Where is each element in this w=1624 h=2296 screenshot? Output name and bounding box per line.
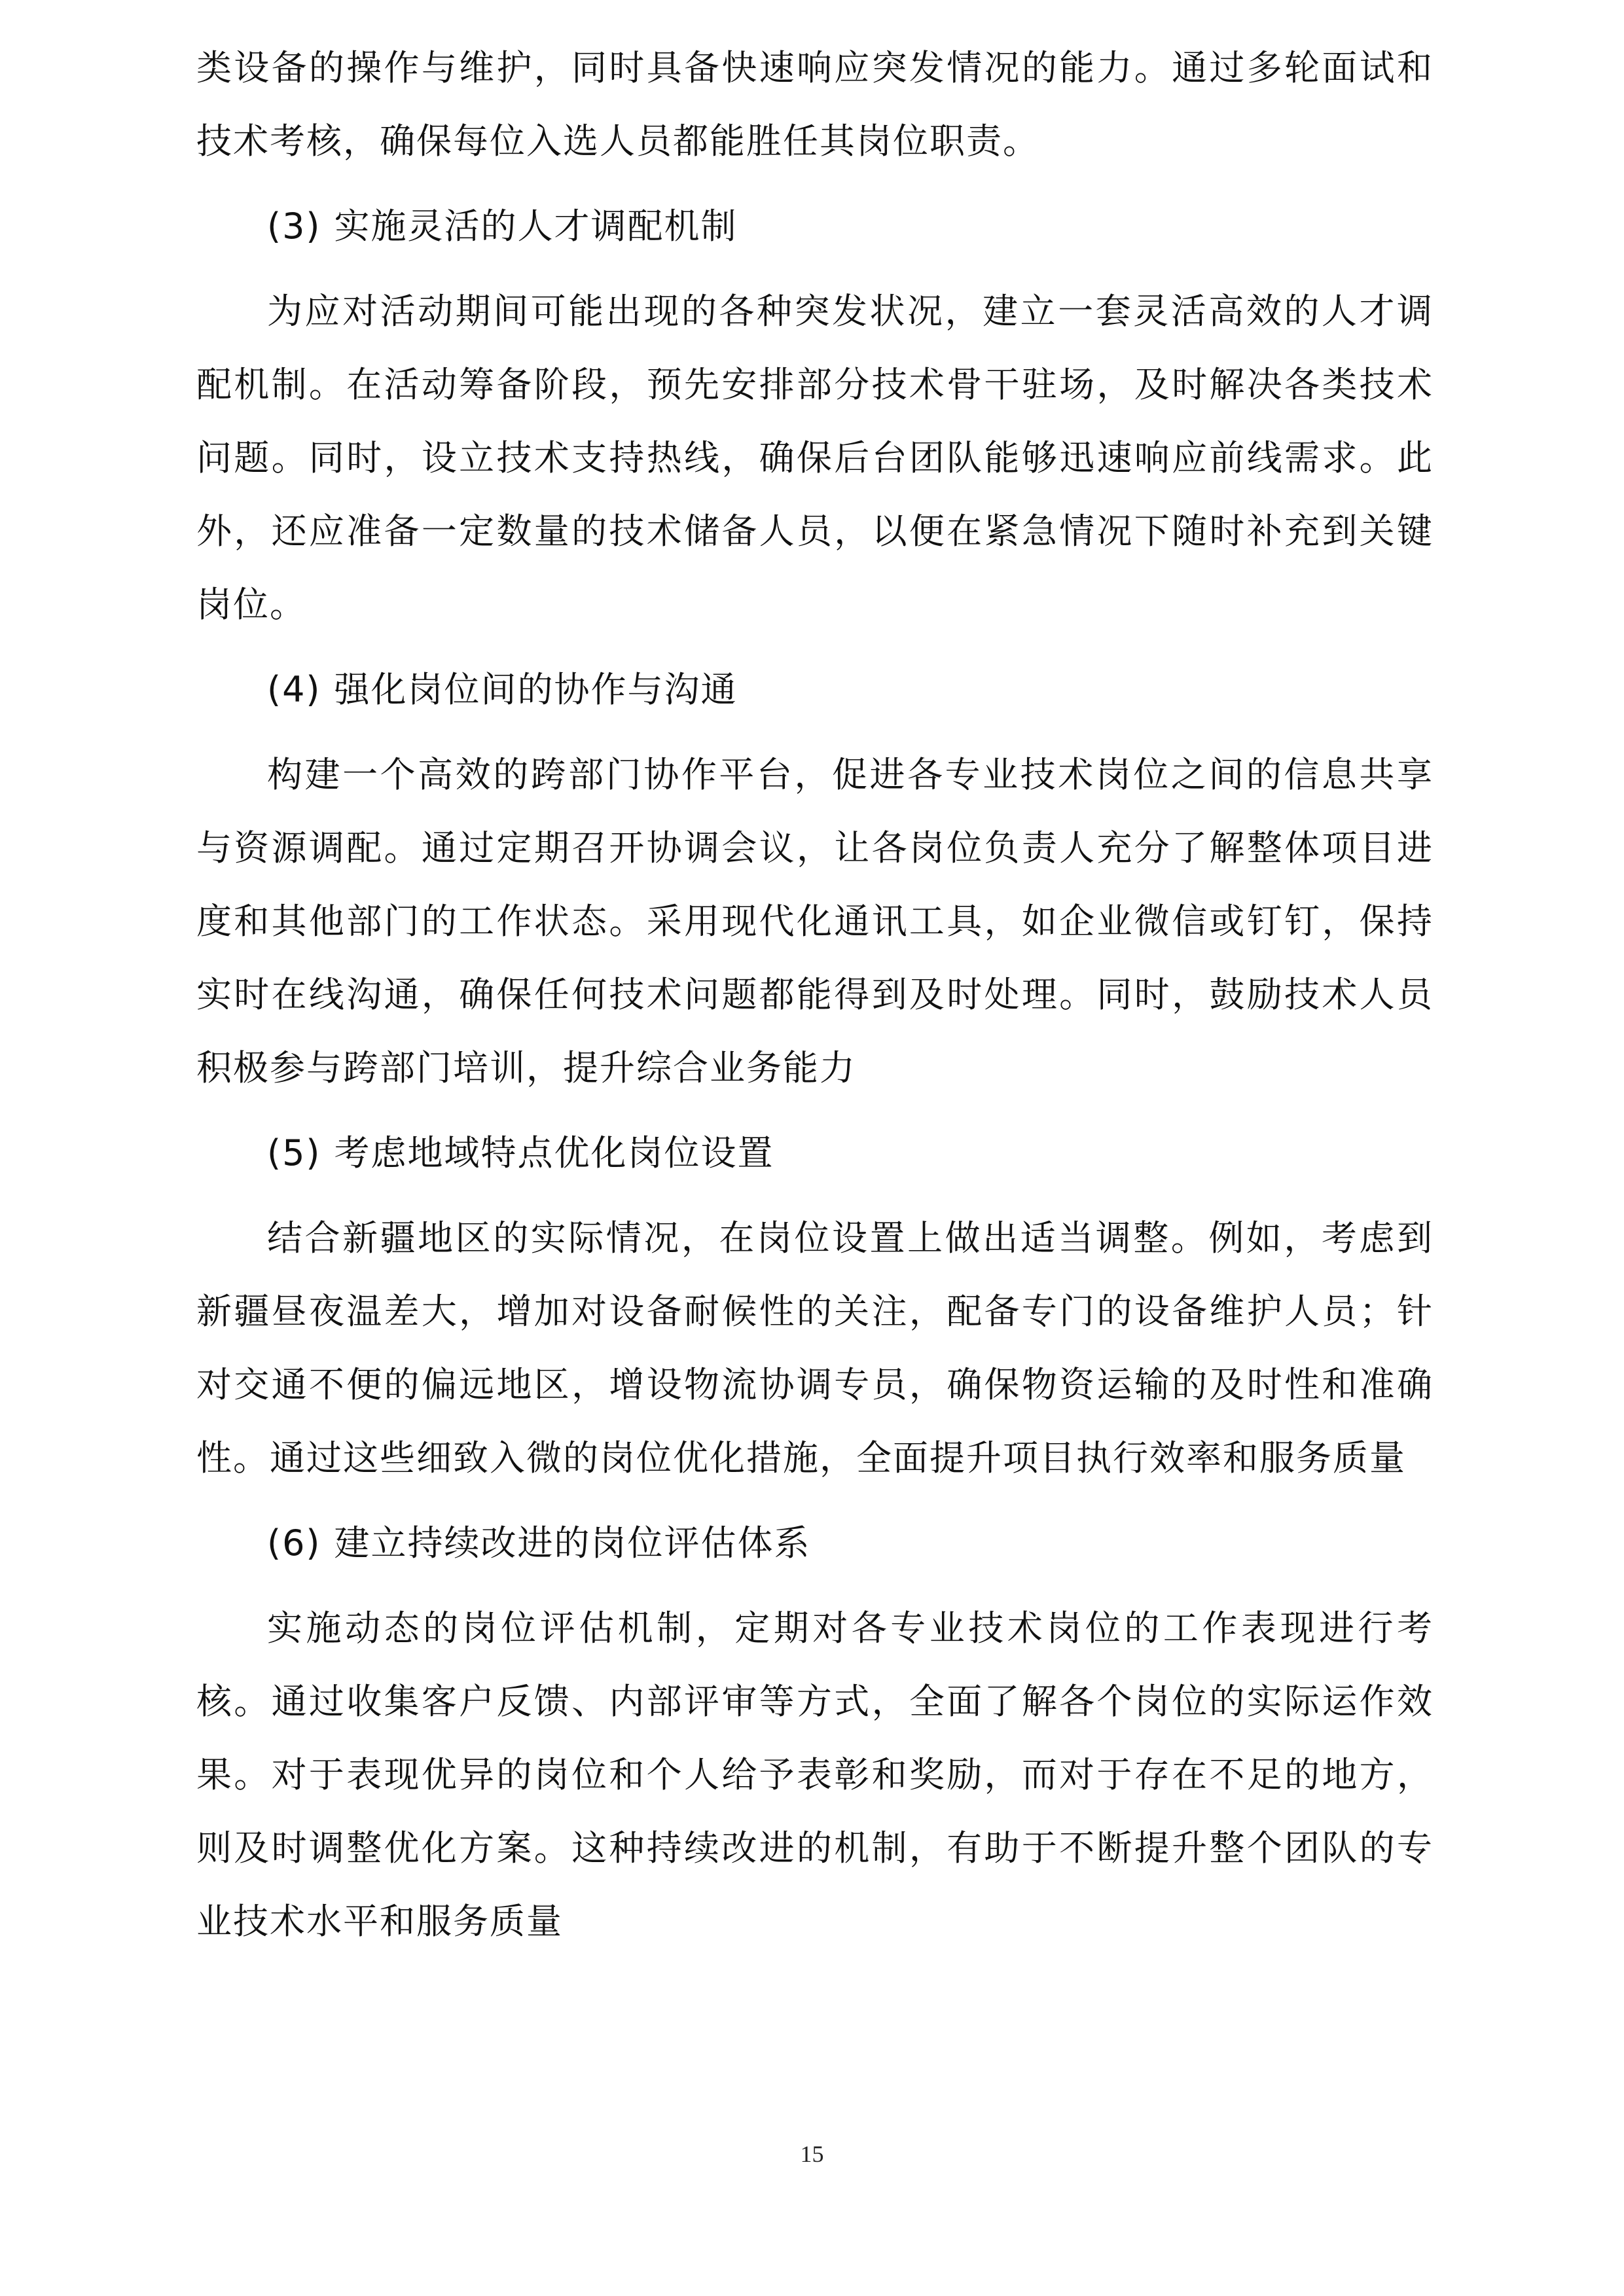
section-title: 建立持续改进的岗位评估体系 (334, 1522, 811, 1564)
spacer (196, 1190, 1434, 1202)
section-number: (4) (267, 669, 321, 710)
paragraph-section-6: 实施动态的岗位评估机制，定期对各专业技术岗位的工作表现进行考核。通过收集客户反馈、内部评审等方式，全面了解各个岗位的实际运作效果。对于表现优异的岗位和个人给予表彰和奖励，而对于存在不足的地方，则及时调整优化方案。这种持续改进的机制，有助于不断提升整个团队的专业技术水平和服务质量 (196, 1607, 1434, 1942)
page-number: 15 (800, 2141, 824, 2167)
section-heading-4 (196, 653, 1434, 726)
section-heading-5 (196, 1117, 1434, 1190)
spacer (196, 726, 1434, 738)
section-number: (6) (267, 1522, 321, 1564)
spacer (196, 1105, 1434, 1117)
spacer (196, 641, 1434, 653)
section-title: 考虑地域特点优化岗位设置 (334, 1132, 774, 1174)
section-heading-6 (196, 1507, 1434, 1580)
spacer (196, 263, 1434, 275)
section-number: (3) (267, 206, 321, 247)
section-title: 实施灵活的人才调配机制 (334, 206, 738, 247)
paragraph-section-4: 构建一个高效的跨部门协作平台，促进各专业技术岗位之间的信息共享与资源调配。通过定期召开协调会议，让各岗位负责人充分了解整体项目进度和其他部门的工作状态。采用现代化通讯工具，如企业微信或钉钉，保持实时在线沟通，确保任何技术问题都能得到及时处理。同时，鼓励技术人员积极参与跨部门培训，提升综合业务能力 (196, 754, 1434, 1088)
section-heading-3 (196, 190, 1434, 263)
spacer (196, 1580, 1434, 1592)
paragraph-section-3: 为应对活动期间可能出现的各种突发状况，建立一套灵活高效的人才调配机制。在活动筹备阶段，预先安排部分技术骨干驻场，及时解决各类技术问题。同时，设立技术支持热线，确保后台团队能够迅速响应前线需求。此外，还应准备一定数量的技术储备人员，以便在紧急情况下随时补充到关键岗位。 (196, 291, 1434, 625)
paragraph-intro-continued: 类设备的操作与维护，同时具备快速响应突发情况的能力。通过多轮面试和技术考核，确保每位入选人员都能胜任其岗位职责。 (196, 47, 1434, 162)
paragraph-section-5: 结合新疆地区的实际情况，在岗位设置上做出适当调整。例如，考虑到新疆昼夜温差大，增加对设备耐候性的关注，配备专门的设备维护人员；针对交通不便的偏远地区，增设物流协调专员，确保物资运输的及时性和准确性。通过这些细致入微的岗位优化措施，全面提升项目执行效率和服务质量 (196, 1217, 1434, 1479)
spacer (196, 1495, 1434, 1507)
section-number: (5) (267, 1132, 321, 1174)
page-body (196, 31, 1434, 1958)
spacer (196, 178, 1434, 190)
section-title: 强化岗位间的协作与沟通 (334, 669, 738, 710)
